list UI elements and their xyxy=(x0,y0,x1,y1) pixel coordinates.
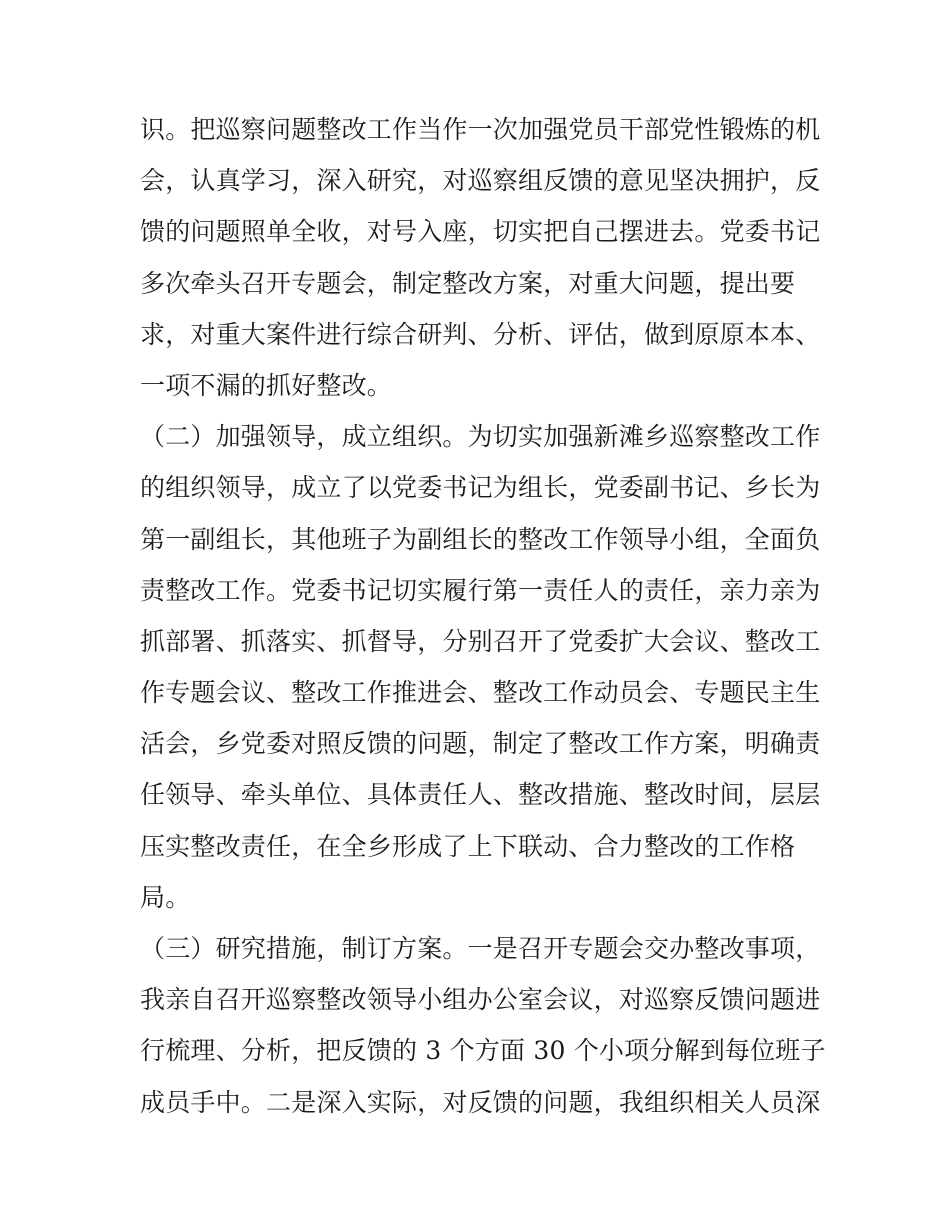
text-line: 成员手中。二是深入实际，对反馈的问题，我组织相关人员深 xyxy=(140,1087,821,1117)
text-line: 多次牵头召开专题会，制定整改方案，对重大问题，提出要 xyxy=(140,268,796,298)
section-heading-line: （三）研究措施，制订方案。一是召开专题会交办整改事项， xyxy=(140,934,821,963)
text-line: 我亲自召开巡察整改领导小组办公室会议，对巡察反馈问题进 xyxy=(140,985,821,1015)
text-line: 活会，乡党委对照反馈的问题，制定了整改工作方案，明确责 xyxy=(140,729,821,759)
body-text xyxy=(140,104,826,1128)
text-line: 识。把巡察问题整改工作当作一次加强党员干部党性锻炼的机 xyxy=(140,115,821,144)
text-line: 局。 xyxy=(140,882,191,912)
text-line: 第一副组长，其他班子为副组长的整改工作领导小组，全面负 xyxy=(140,524,821,554)
text-line: 馈的问题照单全收，对号入座，切实把自己摆进去。党委书记 xyxy=(140,217,821,247)
text-line: 任领导、牵头单位、具体责任人、整改措施、整改时间，层层 xyxy=(140,780,821,810)
text-line: 一项不漏的抓好整改。 xyxy=(140,370,393,400)
text-line: 的组织领导，成立了以党委书记为组长，党委副书记、乡长为 xyxy=(140,473,821,503)
text-line: 求，对重大案件进行综合研判、分析、评估，做到原原本本、 xyxy=(140,319,821,349)
text-line: 责整改工作。党委书记切实履行第一责任人的责任，亲力亲为 xyxy=(140,575,821,605)
text-line: 行梳理、分析，把反馈的 3 个方面 30 个小项分解到每位班子 xyxy=(140,1036,826,1066)
text-line: 抓部署、抓落实、抓督导，分别召开了党委扩大会议、整改工 xyxy=(140,626,821,656)
text-line: 作专题会议、整改工作推进会、整改工作动员会、专题民主生 xyxy=(140,678,821,708)
text-line: 压实整改责任，在全乡形成了上下联动、合力整改的工作格 xyxy=(140,831,796,861)
text-line: 会，认真学习，深入研究，对巡察组反馈的意见坚决拥护，反 xyxy=(140,166,821,196)
section-heading-line: （二）加强领导，成立组织。为切实加强新滩乡巡察整改工作 xyxy=(140,422,821,452)
